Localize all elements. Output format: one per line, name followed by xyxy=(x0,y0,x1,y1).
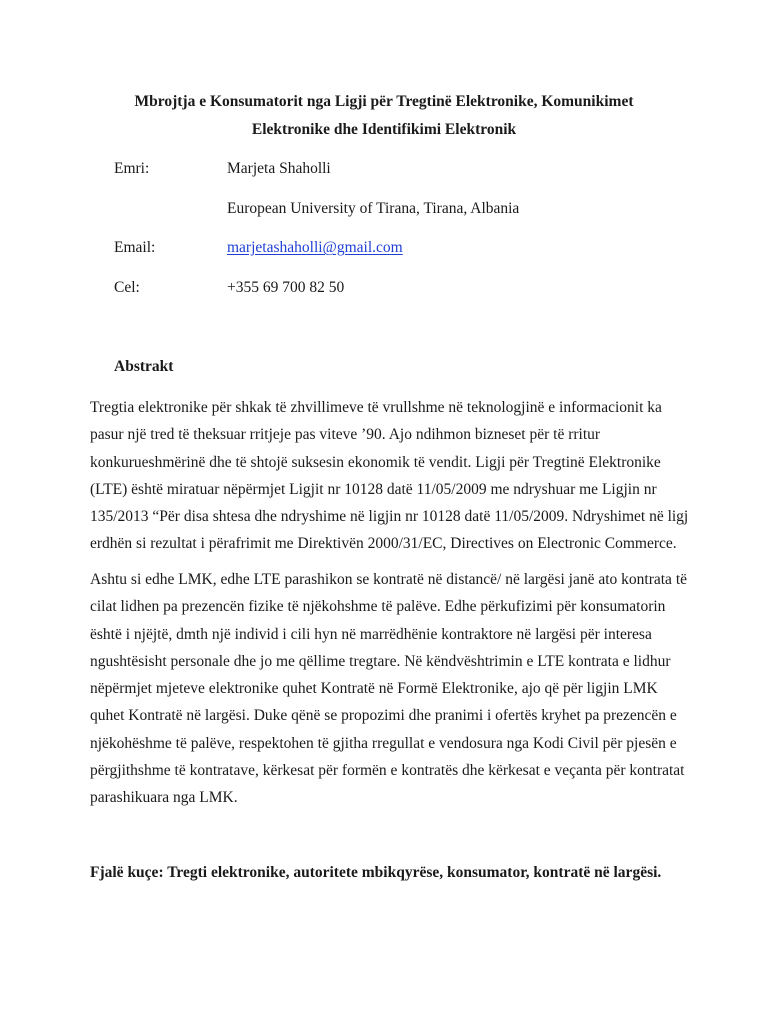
paragraph-line: përgjithshme të kontratave, kërkesat për formën e kontratës dhe kërkesat e veçanta për kontratat xyxy=(90,762,685,780)
paragraph-line: Ashtu si edhe LMK, edhe LTE parashikon se kontratë në distancë/ në largësi janë ato kontrata të xyxy=(90,571,687,588)
paragraph-line: cilat lidhen pa prezencën fizike të njëkohshme të palëve. Edhe përkufizimi për konsumatorin xyxy=(90,598,666,616)
author-phone: +355 69 700 82 50 xyxy=(227,279,345,296)
paragraph-line: është i njëjtë, dmth një individ i cili hyn në marrëdhënie kontraktore në largësi për interesa xyxy=(90,625,652,643)
phone-label: Cel: xyxy=(114,279,140,296)
paragraph-line: quhet Kontratë në largësi. Duke qënë se propozimi dhe pranimi i ofertës kryhet pa prezencën e xyxy=(90,707,677,725)
paragraph-line: 135/2013 “Për disa shtesa dhe ndryshime në ligjin nr 10128 datë 11/05/2009. Ndryshimet në ligj xyxy=(90,508,689,526)
name-label: Emri: xyxy=(114,160,150,177)
paragraph-line: Tregtia elektronike për shkak të zhvillimeve të vrullshme në teknologjinë e informacionit ka xyxy=(90,399,662,416)
paragraph-line: nëpërmjet mjeteve elektronike quhet Kontratë në Formë Elektronike, ajo që për ligjin LMK xyxy=(90,680,658,698)
author-email-link[interactable]: marjetashaholli@gmail.com xyxy=(227,239,403,256)
paragraph-line: ngushtësisht personale dhe jo me qëllime tregtare. Në këndvështrimin e LTE kontrata e lidhur xyxy=(90,652,671,670)
author-name-row xyxy=(114,159,674,181)
abstract-paragraph-2 xyxy=(90,566,690,812)
paragraph-line: pasur një tred të theksuar rritjeje pas viteve ’90. Ajo ndihmon bizneset për të rritur xyxy=(90,426,601,444)
paragraph-line: parashikuara nga LMK. xyxy=(90,789,238,807)
paragraph-line: konkurueshmërinë dhe të shtojë suksesin ekonomik të vendit. Ligji për Tregtinë Elektronike xyxy=(90,453,661,471)
author-name: Marjeta Shaholli xyxy=(227,160,331,177)
paragraph-line: (LTE) është miratuar nëpërmjet Ligjit nr 10128 datë 11/05/2009 me ndryshuar me Ligjin nr xyxy=(90,480,657,498)
abstract-paragraph-1 xyxy=(90,394,690,558)
author-affiliation-row xyxy=(114,199,674,221)
abstract-heading: Abstrakt xyxy=(114,358,174,375)
author-phone-row xyxy=(114,278,674,300)
paper-title-line-2: Elektronike dhe Identifikimi Elektronik xyxy=(251,121,517,138)
keywords: Fjalë kuçe: Tregti elektronike, autoritete mbikqyrëse, konsumator, kontratë në largësi. xyxy=(90,864,662,881)
email-label: Email: xyxy=(114,239,156,256)
paragraph-line: erdhën si rezultat i përafrimit me Direktivën 2000/31/EC, Directives on Electronic Commerce. xyxy=(90,535,677,553)
author-affiliation: European University of Tirana, Tirana, Albania xyxy=(227,200,520,217)
paragraph-line: njëkohëshme të palëve, respektohen të gjitha rregullat e vendosura nga Kodi Civil për pjesën e xyxy=(90,734,677,752)
paper-title-line-1: Mbrojtja e Konsumatorit nga Ligji për Tregtinë Elektronike, Komunikimet xyxy=(134,93,634,110)
author-email-row xyxy=(114,238,674,260)
